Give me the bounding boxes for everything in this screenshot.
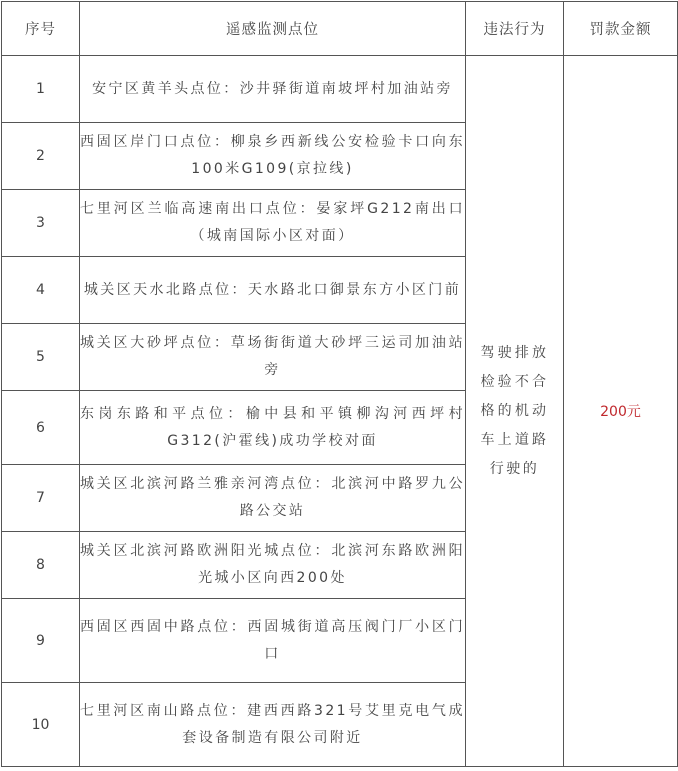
row-number: 3	[2, 190, 80, 257]
header-fine: 罚款金额	[564, 2, 678, 56]
location-cell: 城关区大砂坪点位：草场街街道大砂坪三运司加油站旁	[80, 324, 466, 391]
row-number: 10	[2, 683, 80, 767]
row-number: 5	[2, 324, 80, 391]
row-number: 4	[2, 257, 80, 324]
table-row	[2, 56, 678, 123]
location-cell: 城关区北滨河路兰雅亲河湾点位：北滨河中路罗九公路公交站	[80, 465, 466, 532]
row-number: 1	[2, 56, 80, 123]
row-number: 6	[2, 391, 80, 465]
violation-cell	[466, 56, 564, 767]
violation-text: 驾驶排放检验不合格的机动车上道路行驶的	[480, 344, 549, 477]
location-cell: 城关区北滨河路欧洲阳光城点位：北滨河东路欧洲阳光城小区向西200处	[80, 532, 466, 599]
monitoring-points-table	[1, 1, 678, 767]
location-cell: 西固区西固中路点位：西固城街道高压阀门厂小区门口	[80, 599, 466, 683]
location-cell: 城关区天水北路点位：天水路北口御景东方小区门前	[80, 257, 466, 324]
row-number: 2	[2, 123, 80, 190]
fine-amount: 200元	[600, 404, 641, 420]
location-cell: 东岗东路和平点位：榆中县和平镇柳沟河西坪村G312(沪霍线)成功学校对面	[80, 391, 466, 465]
row-number: 8	[2, 532, 80, 599]
row-number: 7	[2, 465, 80, 532]
header-violation: 违法行为	[466, 2, 564, 56]
location-cell: 安宁区黄羊头点位：沙井驿街道南坡坪村加油站旁	[80, 56, 466, 123]
header-location: 遥感监测点位	[80, 2, 466, 56]
header-no: 序号	[2, 2, 80, 56]
location-cell: 西固区岸门口点位：柳泉乡西新线公安检验卡口向东100米G109(京拉线)	[80, 123, 466, 190]
row-number: 9	[2, 599, 80, 683]
fine-cell	[564, 56, 678, 767]
table-header-row	[2, 2, 678, 56]
location-cell: 七里河区兰临高速南出口点位：晏家坪G212南出口（城南国际小区对面）	[80, 190, 466, 257]
location-cell: 七里河区南山路点位：建西西路321号艾里克电气成套设备制造有限公司附近	[80, 683, 466, 767]
